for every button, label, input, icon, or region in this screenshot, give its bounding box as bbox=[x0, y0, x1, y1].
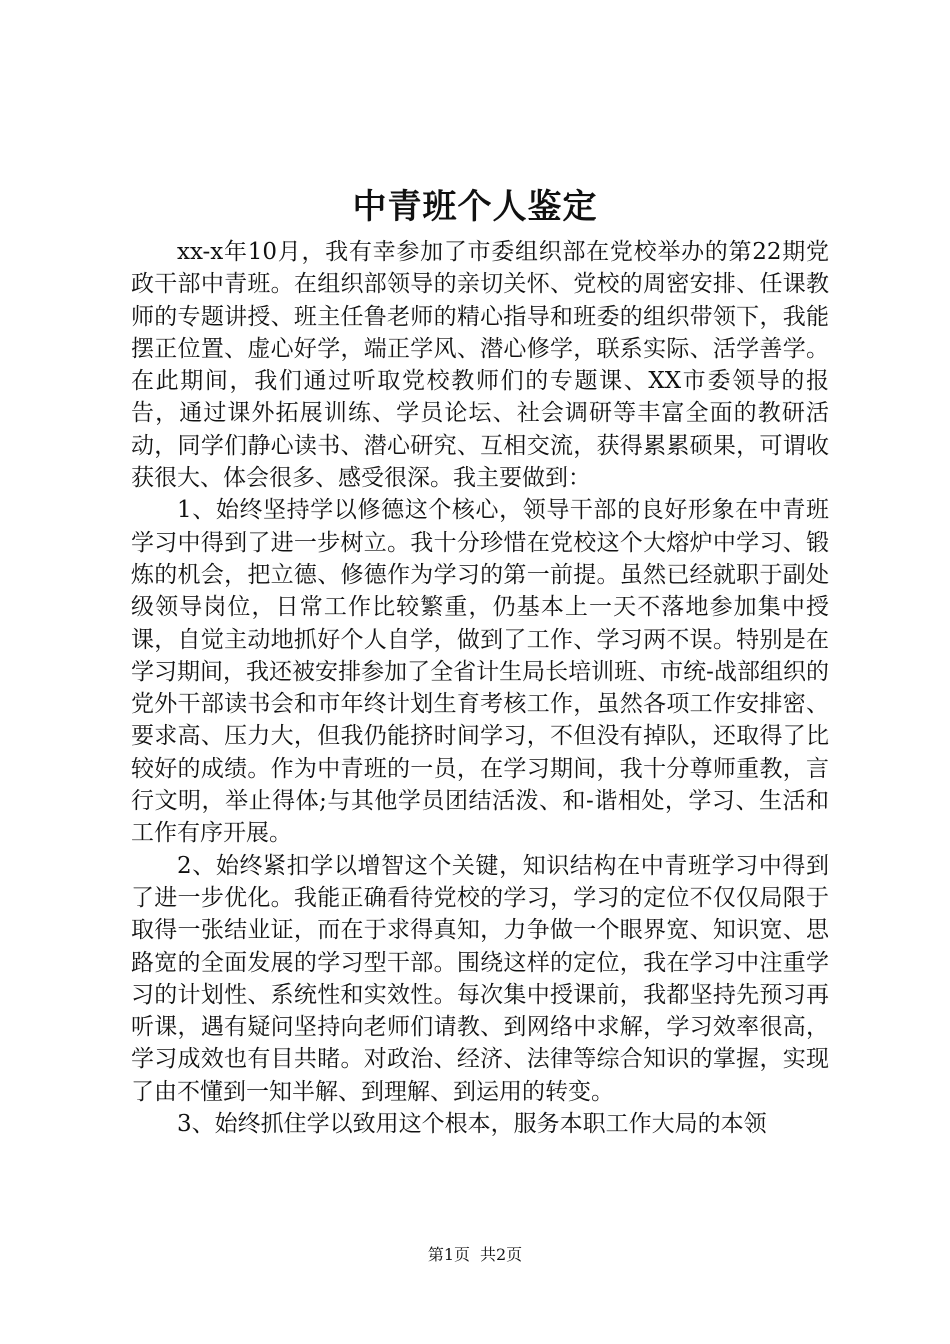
page-number-total: 共2页 bbox=[480, 1245, 523, 1264]
document-title: 中青班个人鉴定 bbox=[352, 187, 598, 227]
paragraph-point-3: 3、始终抓住学以致用这个根本，服务本职工作大局的本领 bbox=[177, 1111, 767, 1138]
paragraph-point-1: 1、始终坚持学以修德这个核心，领导干部的良好形象在中青班学习中得到了进一步树立。我十分珍惜在党校这个大熔炉中学习、锻炼的机会，把立德、修德作为学习的第一前提。虽然已经就职于副处级领导岗位，日常工作比较繁重，仍基本上一天不落地参加集中授课，自觉主动地抓好个人自学，做到了工作、学习两不误。特别是在学习期间，我还被安排参加了全省计生局长培训班、市统-战部组织的党外干部读书会和市年终计划生育考核工作，虽然各项工作安排密、要求高、压力大，但我仍能挤时间学习，不但没有掉队，还取得了比较好的成绩。作为中青班的一员，在学习期间，我十分尊师重教，言行文明，举止得体;与其他学员团结活泼、和-谐相处，学习、生活和工作有序开展。 bbox=[131, 497, 829, 847]
page-number-current: 第1页 bbox=[427, 1245, 470, 1264]
paragraph-intro: xx-x年10月，我有幸参加了市委组织部在党校举办的第22期党政干部中青班。在组织部领导的亲切关怀、党校的周密安排、任课教师的专题讲授、班主任鲁老师的精心指导和班委的组织带领下，我能摆正位置、虚心好学，端正学风、潜心修学，联系实际、活学善学。在此期间，我们通过听取党校教师们的专题课、XX市委领导的报告，通过课外拓展训练、学员论坛、社会调研等丰富全面的教研活动，同学们静心读书、潜心研究、互相交流，获得累累硕果，可谓收获很大、体会很多、感受很深。我主要做到： bbox=[131, 239, 829, 492]
paragraph-point-2: 2、始终紧扣学以增智这个关键，知识结构在中青班学习中得到了进一步优化。我能正确看待党校的学习，学习的定位不仅仅局限于取得一张结业证，而在于求得真知，力争做一个眼界宽、知识宽、思路宽的全面发展的学习型干部。围绕这样的定位，我在学习中注重学习的计划性、系统性和实效性。每次集中授课前，我都坚持先预习再听课，遇有疑问坚持向老师们请教、到网络中求解，学习效率很高，学习成效也有目共睹。对政治、经济、法律等综合知识的掌握，实现了由不懂到一知半解、到理解、到运用的转变。 bbox=[131, 852, 829, 1105]
page-footer bbox=[0, 1244, 950, 1266]
document-body bbox=[131, 236, 829, 1140]
